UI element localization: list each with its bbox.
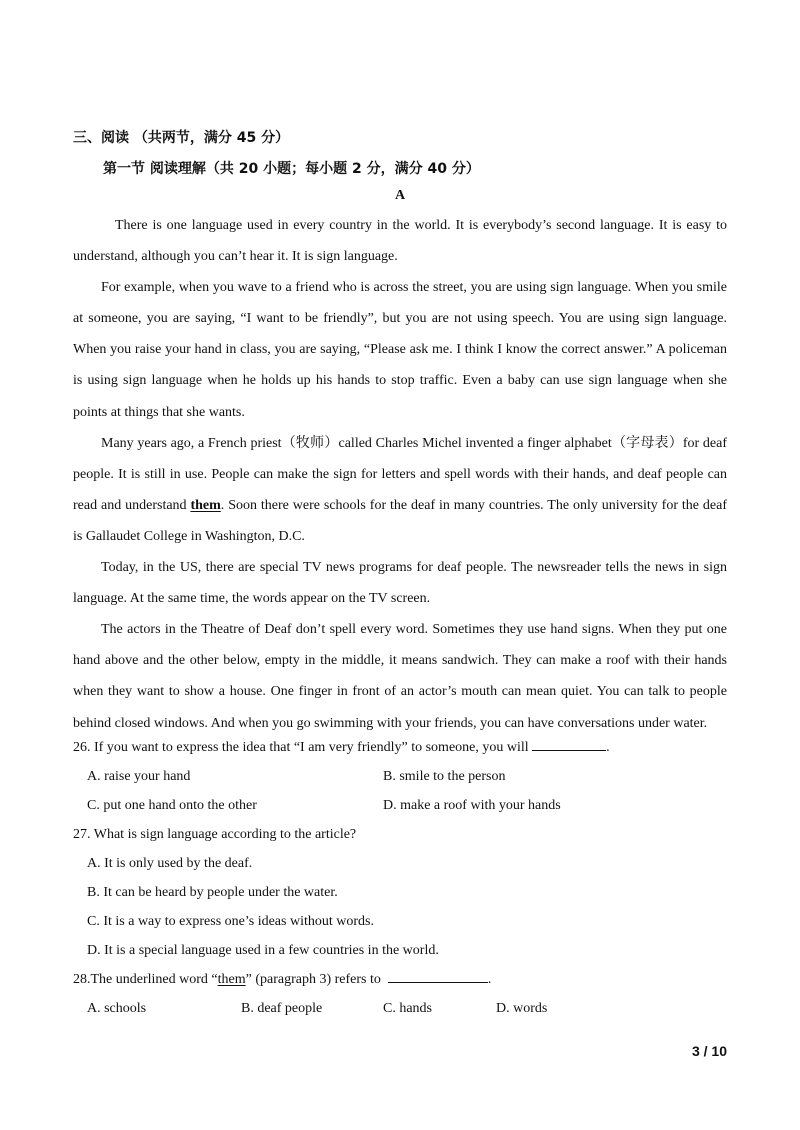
section-heading: 三、阅读 （共两节，满分 45 分） (73, 130, 290, 146)
question-list (73, 733, 733, 1023)
question-27-option-b-row (73, 878, 733, 907)
paragraph-5: The actors in the Theatre of Deaf don’t spell every word. Sometimes they use hand signs. When they put one hand above and the other below, empty in the middle, it means sandwich. They can make a roof with their hands when they want to show a house. One finger in front of an actor’s mouth can mean quiet. You can talk to people behind closed windows. And when you go swimming with your friends, you can have conversations under water. (73, 622, 727, 731)
option-26-d[interactable]: D. make a roof with your hands (383, 798, 561, 813)
question-27-option-c-row (73, 907, 733, 936)
paragraph-4: Today, in the US, there are special TV news programs for deaf people. The newsreader tells the news in sign language. At the same time, the words appear on the TV screen. (73, 560, 727, 607)
option-27-d[interactable]: D. It is a special language used in a few countries in the world. (87, 943, 439, 958)
paragraph-3-text-after: . Soon there were schools for the deaf in many countries. The only university for the deaf is Gallaudet College in Washington, D.C. (73, 497, 727, 544)
page-number: 3 / 10 (691, 1043, 727, 1059)
option-27-a[interactable]: A. It is only used by the deaf. (87, 856, 253, 871)
option-28-b[interactable]: B. deaf people (241, 1001, 323, 1016)
option-26-a[interactable]: A. raise your hand (87, 769, 191, 784)
question-26-text: 26. If you want to express the idea that “I am very friendly” to someone, you will (73, 740, 529, 755)
passage-letter: A (394, 188, 406, 203)
question-28-end: . (487, 972, 492, 987)
question-27-stem: 27. What is sign language according to the article? (73, 827, 357, 842)
question-26-stem (73, 733, 733, 762)
option-28-a[interactable]: A. schools (87, 1001, 147, 1016)
sub-heading: 第一节 阅读理解（共 20 小题；每小题 2 分，满分 40 分） (103, 161, 480, 177)
paragraph-3-text-before: Many years ago, a French priest（牧师）called Charles Michel invented a finger alphabet（字母表）for deaf people. It is still in use. People can make the sign for letters and spell words with their hands, and deaf people can read and understand (73, 435, 727, 513)
question-28-options-row (73, 994, 733, 1023)
question-28-text-after: ” (paragraph 3) refers to (245, 972, 381, 987)
question-28-underlined-word: them (217, 972, 246, 987)
option-26-c[interactable]: C. put one hand onto the other (87, 798, 257, 813)
question-26-options-row-2 (73, 791, 733, 820)
answer-blank (388, 966, 488, 983)
question-27-option-d-row (73, 936, 733, 965)
paragraph-1: There is one language used in every country in the world. It is everybody’s second language. It is easy to understand, although you can’t hear it. It is sign language. (73, 218, 727, 265)
question-26-end: . (606, 740, 610, 755)
answer-blank (532, 734, 606, 751)
option-28-d[interactable]: D. words (496, 1001, 548, 1016)
question-28-stem (73, 965, 733, 994)
reading-passage (73, 210, 727, 739)
question-27-option-a-row (73, 849, 733, 878)
underlined-word-them: them (190, 497, 221, 513)
paragraph-2: For example, when you wave to a friend who is across the street, you are using sign language. When you smile at someone, you are saying, “I want to be friendly”, but you are not using speech. You are using sign language. When you raise your hand in class, you are saying, “Please ask me. I think I know the correct answer.” A policeman is using sign language when he holds up his hands to stop traffic. Even a baby can use sign language when she points at things that she wants. (73, 280, 727, 420)
paragraph-3 (73, 428, 727, 552)
option-27-c[interactable]: C. It is a way to express one’s ideas without words. (87, 914, 374, 929)
option-26-b[interactable]: B. smile to the person (383, 769, 506, 784)
option-28-c[interactable]: C. hands (383, 1001, 432, 1016)
question-26-options-row-1 (73, 762, 733, 791)
option-27-b[interactable]: B. It can be heard by people under the water. (87, 885, 338, 900)
question-28-text-before: 28.The underlined word “ (73, 972, 218, 987)
